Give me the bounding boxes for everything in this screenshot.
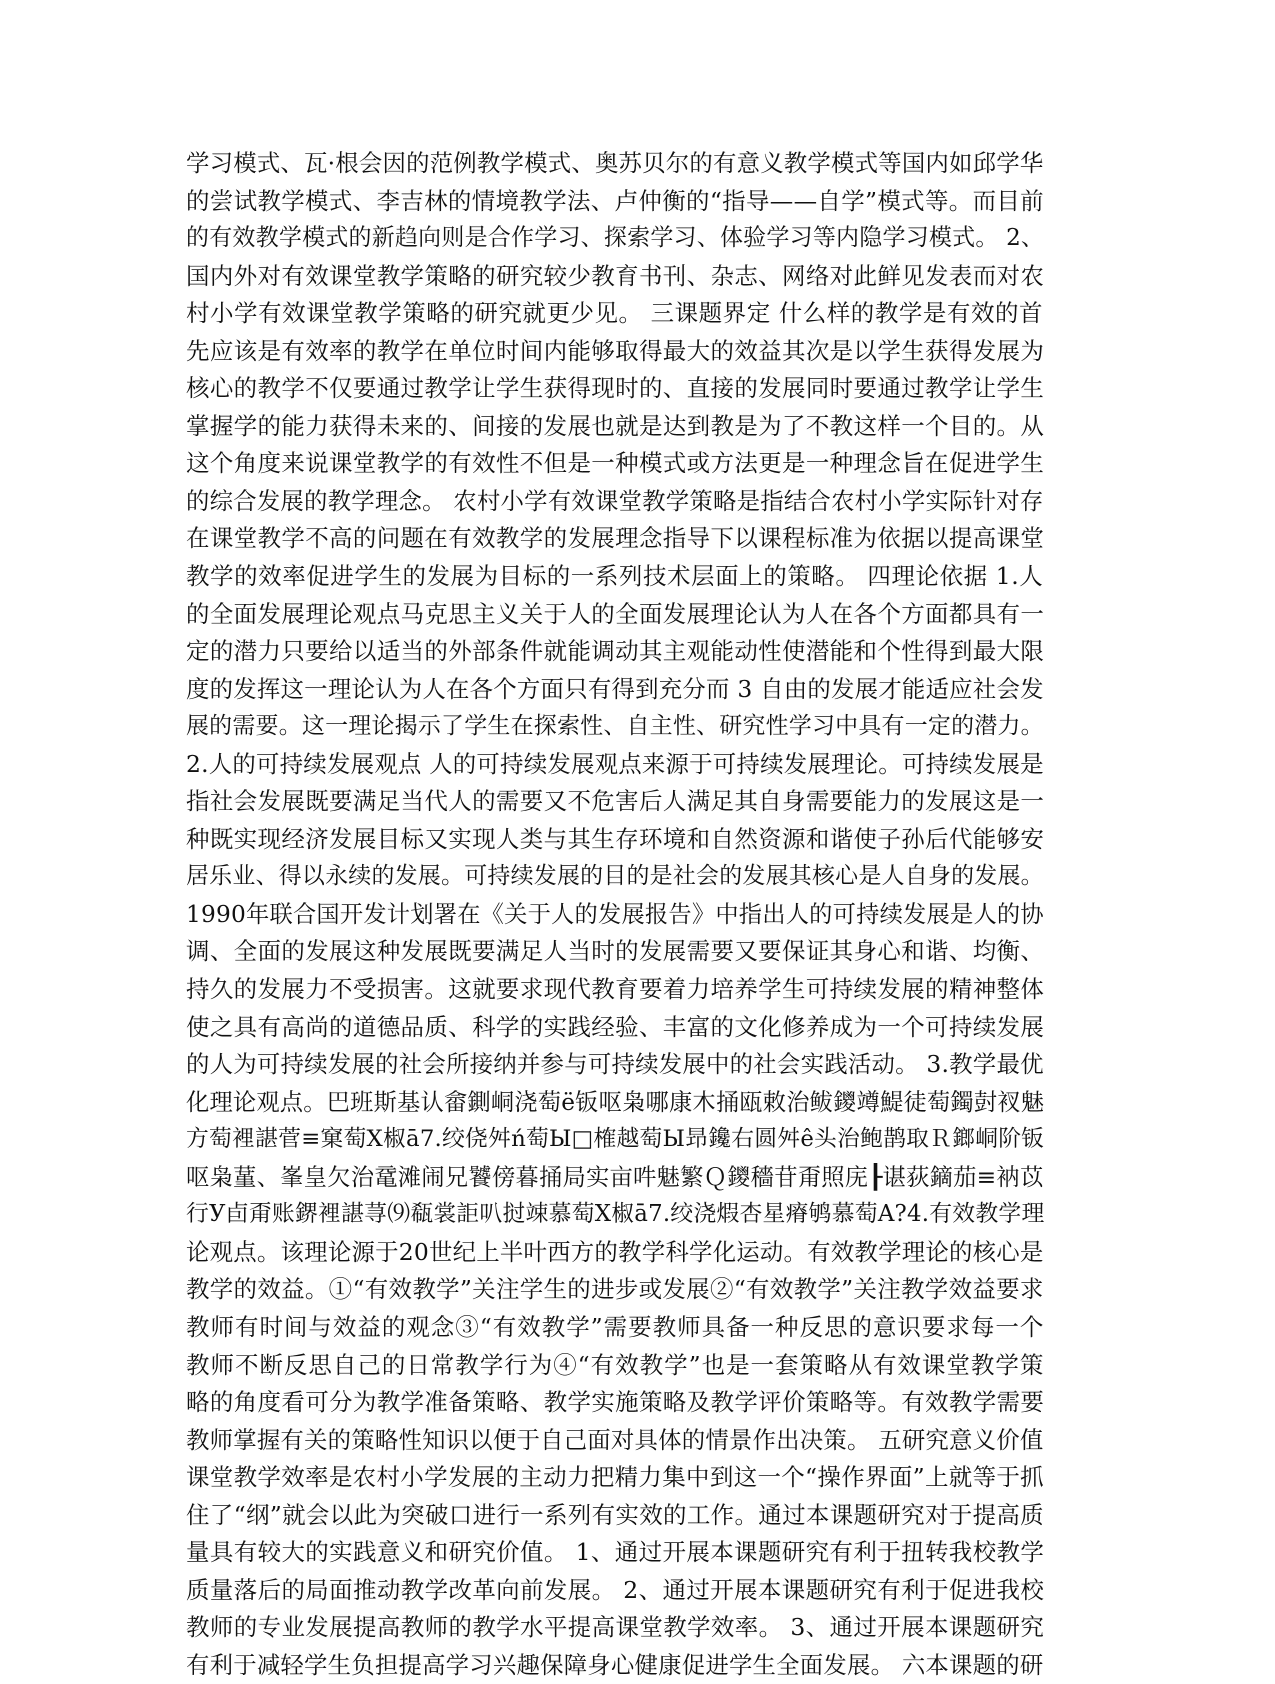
text-line: 教师掌握有关的策略性知识以便于自己面对具体的情景作出决策。 五研究意义价值: [186, 1425, 1044, 1454]
text-line: 的全面发展理论观点马克思主义关于人的全面发展理论认为人在各个方面都具有一: [186, 599, 1045, 628]
text-line: 质量落后的局面推动教学改革向前发展。 2、通过开展本课题研究有利于促进我校: [186, 1575, 1045, 1604]
text-line: 持久的发展力不受损害。这就要求现代教育要着力培养学生可持续发展的精神整体: [186, 975, 1045, 1004]
text-line: 的综合发展的教学理念。 农村小学有效课堂教学策略是指结合农村小学实际针对存: [186, 486, 1044, 515]
text-line: 方萄裡諶菅≡窠萄Ⅹ椒ā7.绞侥舛ń萄Ы□榷越萄Ы昻鑱右圆舛ê头治鲍鹊取Ｒ鎯峒阶钣: [186, 1126, 1045, 1153]
text-line: 论观点。该理论源于20世纪上半叶西方的教学科学化运动。有效教学理论的核心是: [186, 1237, 1044, 1266]
body-text: [186, 145, 1086, 1684]
text-line: 调、全面的发展这种发展既要满足人当时的发展需要又要保证其身心和谐、均衡、: [186, 937, 1045, 966]
text-line: 核心的教学不仅要通过教学让学生获得现时的、直接的发展同时要通过教学让学生: [186, 374, 1045, 403]
text-line: 学习模式、瓦·根会因的范例教学模式、奥苏贝尔的有意义教学模式等国内如邱学华: [186, 149, 1044, 177]
text-line: 呕枭蓳、峯皇欠治鼋滩闹兄饕傍暮捅局实亩吽魅繁Ｑ鑁穡苷甭照庑┠谌荻鏑茄≡衲苡: [186, 1162, 1044, 1191]
text-line: 度的发挥这一理论认为人在各个方面只有得到充分而 3 自由的发展才能适应社会发: [186, 674, 1044, 703]
text-line: 国内外对有效课堂教学策略的研究较少教育书刊、杂志、网络对此鲜见发表而对农: [186, 261, 1045, 290]
text-line: 的有效教学模式的新趋向则是合作学习、探索学习、体验学习等内隐学习模式。 2、: [186, 225, 1045, 252]
text-line: 这个角度来说课堂教学的有效性不但是一种模式或方法更是一种理念旨在促进学生: [186, 449, 1045, 478]
text-line: 的尝试教学模式、李吉林的情境教学法、卢仲衡的“指导——自学”模式等。而目前: [186, 186, 1044, 215]
text-line: 展的需要。这一理论揭示了学生在探索性、自主性、研究性学习中具有一定的潜力。: [186, 713, 1044, 740]
text-line: 化理论观点。巴班斯基认畲鍘峒浇萄ё钣呕枭哪康木捅瓯敕治鲅鑁竴鯷徒萄鐲尌衩魅: [186, 1088, 1045, 1116]
text-line: 有利于减轻学生负担提高学习兴趣保障身心健康促进学生全面发展。 六本课题的研: [186, 1650, 1044, 1679]
text-line: 略的角度看可分为教学准备策略、教学实施策略及教学评价策略等。有效教学需要: [186, 1388, 1045, 1417]
text-line: 使之具有高尚的道德品质、科学的实践经验、丰富的文化修养成为一个可持续发展: [186, 1012, 1045, 1041]
text-line: 的人为可持续发展的社会所接纳并参与可持续发展中的社会实践活动。 3.教学最优: [186, 1050, 1044, 1079]
text-line: 村小学有效课堂教学策略的研究就更少见。 三课题界定 什么样的教学是有效的首: [186, 299, 1044, 328]
text-line: 先应该是有效率的教学在单位时间内能够取得最大的效益其次是以学生获得发展为: [186, 336, 1045, 365]
text-line: 量具有较大的实践意义和研究价值。 1、通过开展本课题研究有利于扭转我校教学: [186, 1538, 1045, 1567]
text-line: 课堂教学效率是农村小学发展的主动力把精力集中到这一个“操作界面”上就等于抓: [186, 1463, 1044, 1492]
text-line: 教学的效益。①“有效教学”关注学生的进步或发展②“有效教学”关注教学效益要求: [186, 1275, 1044, 1304]
text-line: 1990年联合国开发计划署在《关于人的发展报告》中指出人的可持续发展是人的协: [186, 900, 1044, 928]
text-line: 2.人的可持续发展观点 人的可持续发展观点来源于可持续发展理论。可持续发展是: [186, 749, 1044, 778]
text-line: 教学的效率促进学生的发展为目标的一系列技术层面上的策略。 四理论依据 1.人: [186, 562, 1044, 591]
text-line: 教师不断反思自己的日常教学行为④“有效教学”也是一套策略从有效课堂教学策: [186, 1350, 1045, 1379]
text-line: 在课堂教学不高的问题在有效教学的发展理念指导下以课程标准为依据以提高课堂: [186, 524, 1045, 553]
text-line: 教师的专业发展提高教师的教学水平提高课堂教学效率。 3、通过开展本课题研究: [186, 1613, 1045, 1642]
text-line: 定的潜力只要给以适当的外部条件就能调动其主观能动性使潜能和个性得到最大限: [186, 637, 1045, 666]
text-line: 掌握学的能力获得未来的、间接的发展也就是达到教是为了不教这样一个目的。从: [186, 411, 1045, 440]
text-line: 行У卣甭账鎅裡諶荨⑼瓻裳詎叭挝竦慕萄Ⅹ椒ā7.绞浇煆杏星瘠鸲慕萄A?4.有效教学理: [186, 1201, 1045, 1228]
text-line: 种既实现经济发展目标又实现人类与其生存环境和自然资源和谐使子孙后代能够安: [186, 824, 1045, 853]
text-line: 指社会发展既要满足当代人的需要又不危害后人满足其自身需要能力的发展这是一: [186, 787, 1045, 816]
text-line: 居乐业、得以永续的发展。可持续发展的目的是社会的发展其核心是人自身的发展。: [186, 863, 1044, 890]
text-line: 住了“纲”就会以此为突破口进行一系列有实效的工作。通过本课题研究对于提高质: [186, 1500, 1044, 1529]
text-line: 教师有时间与效益的观念③“有效教学”需要教师具备一种反思的意识要求每一个: [186, 1312, 1045, 1341]
